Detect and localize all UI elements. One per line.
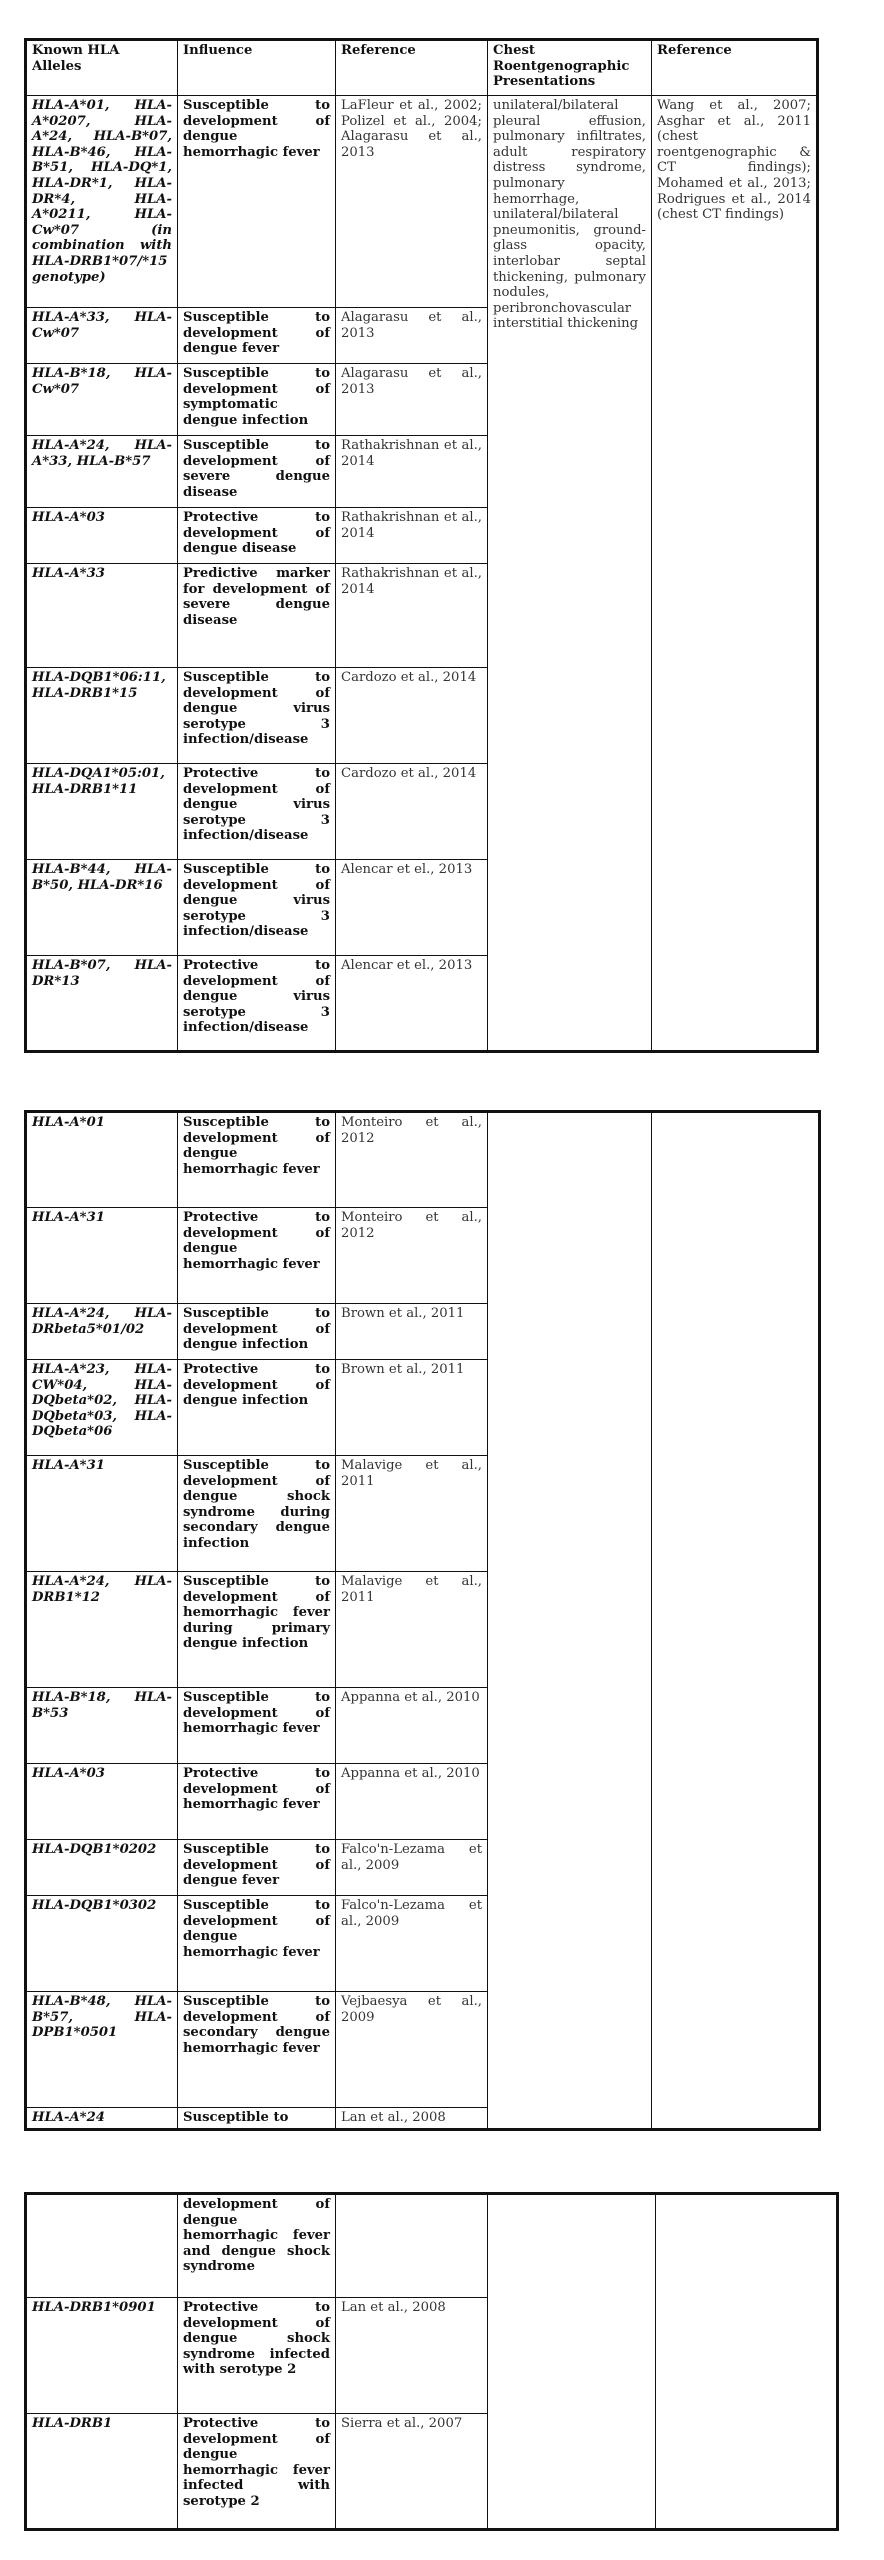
reference-cell: Malavige et al., 2011 xyxy=(336,1456,488,1572)
allele-cell: HLA-A*31 xyxy=(26,1208,178,1304)
influence-cell: Susceptible to development of dengue virus serotype 3 infection/disease xyxy=(178,860,336,956)
reference-cell: Falco'n-Lezama et al., 2009 xyxy=(336,1840,488,1896)
allele-cell: HLA-B*07, HLA-DR*13 xyxy=(26,956,178,1052)
header-influence: Influence xyxy=(178,40,336,96)
reference-cell: Lan et al., 2008 xyxy=(336,2298,488,2414)
reference-cell: LaFleur et al., 2002; Polizel et al., 2004; Alagarasu et al., 2013 xyxy=(336,96,488,308)
allele-cell: HLA-DQA1*05:01, HLA-DRB1*11 xyxy=(26,764,178,860)
reference-cell: Alencar et el., 2013 xyxy=(336,860,488,956)
influence-cell: Susceptible to development of dengue infection xyxy=(178,1304,336,1360)
header-reference: Reference xyxy=(336,40,488,96)
influence-cell: development of dengue hemorrhagic fever and dengue shock syndrome xyxy=(178,2194,336,2298)
allele-cell: HLA-A*33, HLA-Cw*07 xyxy=(26,308,178,364)
reference-cell: Rathakrishnan et al., 2014 xyxy=(336,508,488,564)
influence-cell: Susceptible to development of dengue shock syndrome during secondary dengue infection xyxy=(178,1456,336,1572)
reference-cell: Malavige et al., 2011 xyxy=(336,1572,488,1688)
allele-cell: HLA-B*18, HLA-Cw*07 xyxy=(26,364,178,436)
hla-table-part-1 xyxy=(24,38,819,1053)
influence-cell: Predictive marker for development of severe dengue disease xyxy=(178,564,336,668)
reference-cell: Falco'n-Lezama et al., 2009 xyxy=(336,1896,488,1992)
allele-cell: HLA-A*01, HLA-A*0207, HLA-A*24, HLA-B*07, HLA-B*46, HLA-B*51, HLA-DQ*1, HLA-DR*1, HLA-DR*4, HLA-A*0211, HLA-Cw*07 (in combination with HLA-DRB1*07/*15 genotype) xyxy=(26,96,178,308)
reference-cell: Lan et al., 2008 xyxy=(336,2108,488,2130)
reference-cell: Alencar et el., 2013 xyxy=(336,956,488,1052)
table-row xyxy=(26,2194,838,2298)
influence-cell: Protective to development of dengue shock syndrome infected with serotype 2 xyxy=(178,2298,336,2414)
influence-cell: Protective to development of dengue hemorrhagic fever infected with serotype 2 xyxy=(178,2414,336,2530)
allele-cell: HLA-A*23, HLA-CW*04, HLA-DQbeta*02, HLA-DQbeta*03, HLA-DQbeta*06 xyxy=(26,1360,178,1456)
allele-cell: HLA-B*44, HLA-B*50, HLA-DR*16 xyxy=(26,860,178,956)
allele-cell: HLA-A*03 xyxy=(26,1764,178,1840)
table-row xyxy=(26,96,818,308)
influence-cell: Susceptible to development of dengue virus serotype 3 infection/disease xyxy=(178,668,336,764)
allele-cell: HLA-A*24, HLA-DRbeta5*01/02 xyxy=(26,1304,178,1360)
chest-reference-cell-empty xyxy=(652,1112,820,2130)
influence-cell: Protective to development of dengue hemorrhagic fever xyxy=(178,1208,336,1304)
influence-cell: Susceptible to development of secondary dengue hemorrhagic fever xyxy=(178,1992,336,2108)
influence-cell: Protective to development of dengue virus serotype 3 infection/disease xyxy=(178,764,336,860)
reference-cell: Appanna et al., 2010 xyxy=(336,1688,488,1764)
influence-cell: Susceptible to development of dengue hemorrhagic fever xyxy=(178,1896,336,1992)
chest-reference-cell: Wang et al., 2007; Asghar et al., 2011 (chest roentgenographic & CT findings); Mohamed et al., 2013; Rodrigues et al., 2014 (chest CT findings) xyxy=(652,96,818,1052)
table-header-row xyxy=(26,40,818,96)
allele-cell: HLA-A*24 xyxy=(26,2108,178,2130)
reference-cell: Vejbaesya et al., 2009 xyxy=(336,1992,488,2108)
reference-cell: Brown et al., 2011 xyxy=(336,1360,488,1456)
allele-cell: HLA-A*03 xyxy=(26,508,178,564)
influence-cell: Susceptible to xyxy=(178,2108,336,2130)
allele-cell: HLA-B*18, HLA-B*53 xyxy=(26,1688,178,1764)
influence-cell: Susceptible to development of hemorrhagic fever xyxy=(178,1688,336,1764)
reference-cell: Sierra et al., 2007 xyxy=(336,2414,488,2530)
influence-cell: Susceptible to development of dengue fever xyxy=(178,1840,336,1896)
header-reference2: Reference xyxy=(652,40,818,96)
allele-cell: HLA-DQB1*06:11, HLA-DRB1*15 xyxy=(26,668,178,764)
header-alleles: Known HLA Alleles xyxy=(26,40,178,96)
allele-cell xyxy=(26,2194,178,2298)
influence-cell: Protective to development of dengue infection xyxy=(178,1360,336,1456)
reference-cell: Rathakrishnan et al., 2014 xyxy=(336,436,488,508)
allele-cell: HLA-A*24, HLA-DRB1*12 xyxy=(26,1572,178,1688)
influence-cell: Susceptible to development of symptomatic dengue infection xyxy=(178,364,336,436)
chest-findings-cell: unilateral/bilateral pleural effusion, pulmonary infiltrates, adult respiratory distress syndrome, pulmonary hemorrhage, unilateral/bilateral pneumonitis, ground-glass opacity, interlobar septal thickening, pulmonary nodules, peribronchovascular interstitial thickening xyxy=(488,96,652,1052)
reference-cell: Appanna et al., 2010 xyxy=(336,1764,488,1840)
allele-cell: HLA-DRB1*0901 xyxy=(26,2298,178,2414)
hla-table-part-3 xyxy=(24,2192,839,2531)
reference-cell: Monteiro et al., 2012 xyxy=(336,1112,488,1208)
header-chest: Chest Roentgenographic Presentations xyxy=(488,40,652,96)
allele-cell: HLA-A*31 xyxy=(26,1456,178,1572)
allele-cell: HLA-B*48, HLA-B*57, HLA-DPB1*0501 xyxy=(26,1992,178,2108)
reference-cell: Alagarasu et al., 2013 xyxy=(336,364,488,436)
allele-cell: HLA-A*24, HLA-A*33, HLA-B*57 xyxy=(26,436,178,508)
influence-cell: Protective to development of dengue virus serotype 3 infection/disease xyxy=(178,956,336,1052)
reference-cell: Brown et al., 2011 xyxy=(336,1304,488,1360)
allele-cell: HLA-A*01 xyxy=(26,1112,178,1208)
table-row xyxy=(26,1112,820,1208)
reference-cell xyxy=(336,2194,488,2298)
reference-cell: Monteiro et al., 2012 xyxy=(336,1208,488,1304)
influence-cell: Susceptible to development of hemorrhagic fever during primary dengue infection xyxy=(178,1572,336,1688)
reference-cell: Rathakrishnan et al., 2014 xyxy=(336,564,488,668)
influence-cell: Protective to development of hemorrhagic fever xyxy=(178,1764,336,1840)
hla-table-part-2 xyxy=(24,1110,821,2131)
allele-cell: HLA-A*33 xyxy=(26,564,178,668)
chest-reference-cell-empty xyxy=(656,2194,838,2530)
chest-findings-cell-empty xyxy=(488,1112,652,2130)
reference-cell: Cardozo et al., 2014 xyxy=(336,764,488,860)
influence-cell: Susceptible to development of dengue hemorrhagic fever xyxy=(178,1112,336,1208)
influence-cell: Protective to development of dengue disease xyxy=(178,508,336,564)
reference-cell: Cardozo et al., 2014 xyxy=(336,668,488,764)
allele-cell: HLA-DRB1 xyxy=(26,2414,178,2530)
allele-cell: HLA-DQB1*0302 xyxy=(26,1896,178,1992)
influence-cell: Susceptible to development of severe dengue disease xyxy=(178,436,336,508)
influence-cell: Susceptible to development of dengue fever xyxy=(178,308,336,364)
reference-cell: Alagarasu et al., 2013 xyxy=(336,308,488,364)
allele-cell: HLA-DQB1*0202 xyxy=(26,1840,178,1896)
influence-cell: Susceptible to development of dengue hemorrhagic fever xyxy=(178,96,336,308)
chest-findings-cell-empty xyxy=(488,2194,656,2530)
